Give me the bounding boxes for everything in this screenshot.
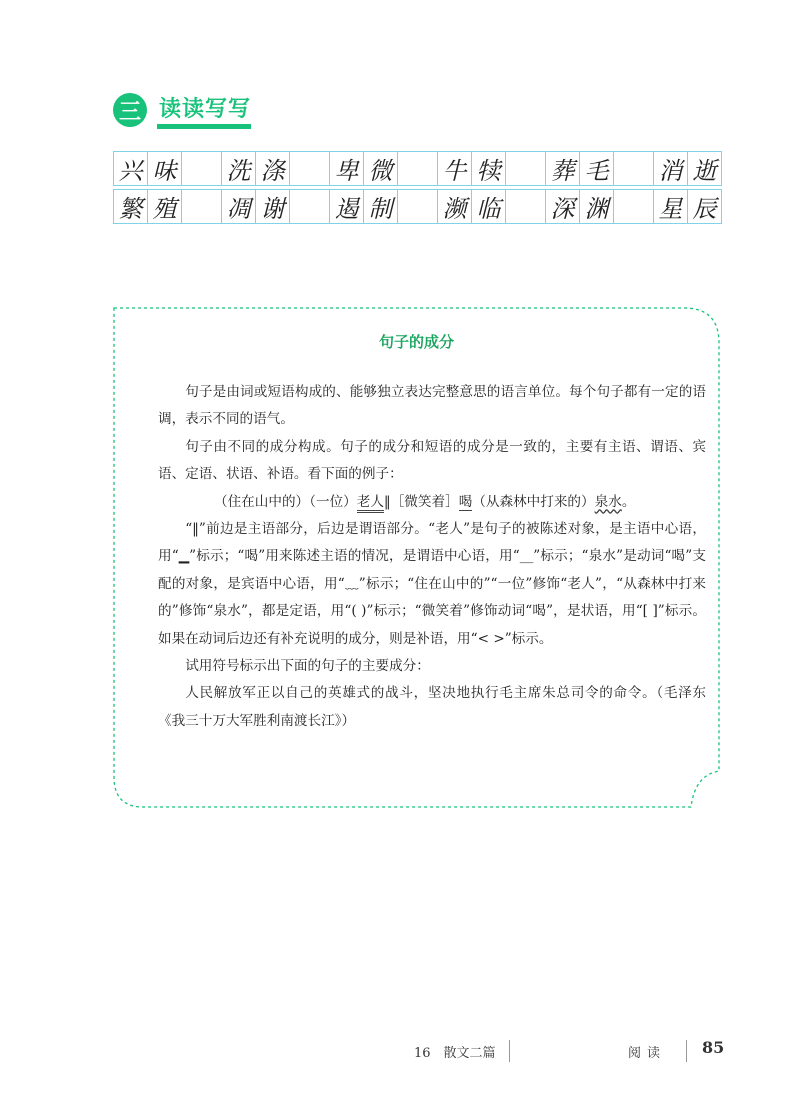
word-char-cell: 逝: [687, 151, 722, 186]
word-char-cell: 兴: [113, 151, 148, 186]
word-char-cell: 殖: [147, 189, 182, 224]
word-char-cell: 犊: [471, 151, 506, 186]
grid-gap: [182, 151, 221, 186]
grid-gap: [290, 189, 329, 224]
word-char-cell: 谢: [255, 189, 290, 224]
grid-gap: [398, 189, 437, 224]
page-number: 85: [702, 1038, 725, 1057]
word-char-cell: 洗: [221, 151, 256, 186]
section-header: [113, 93, 251, 127]
paragraph-exercise-prompt: 试用符号标示出下面的句子的主要成分：: [185, 658, 430, 675]
example-attributive-1: （住在山中的）（一位）: [214, 493, 357, 510]
section-title-underline: [157, 124, 251, 129]
word-char-cell: 渊: [579, 189, 614, 224]
word-char-cell: 葬: [545, 151, 580, 186]
knowledge-box: [113, 307, 720, 808]
word-char-cell: 毛: [579, 151, 614, 186]
word-char-cell: 遏: [329, 189, 364, 224]
example-verb: 喝: [458, 493, 473, 510]
paragraph-explanation: “‖”前边是主语部分，后边是谓语部分。“老人”是句子的被陈述对象，是主语中心语，用“▁”标示；“喝”用来陈述主语的情况，是谓语中心语，用“__”标示；“泉水”是动词“喝”支配的对象，是宾语中心语，用“﹏”标示；“住在山中的”“一位”修饰“老人”，“从森林中打来的”修饰“泉水”，都是定语，用“( )”标示；“微笑着”修饰动词“喝”，是状语，用“[ ]”标示。如果在动词后边还有补充说明的成分，则是补语，用“< >”标示。: [158, 521, 706, 647]
footer-divider: [509, 1040, 510, 1062]
grid-gap: [398, 151, 437, 186]
footer-chapter: 16 散文二篇: [414, 1046, 496, 1061]
example-adverbial: ‖［微笑着］: [383, 493, 459, 510]
example-attributive-2: （从森林中打来的）: [472, 493, 595, 510]
section-title: 读读写写: [159, 97, 252, 122]
example-end: 。: [621, 493, 636, 510]
knowledge-content: [158, 379, 706, 735]
example-object: 泉水: [594, 493, 622, 510]
example-subject: 老人: [357, 494, 384, 513]
section-title-wrap: [159, 96, 251, 124]
grid-gap: [614, 151, 653, 186]
paragraph-exercise-sentence: 人民解放军正以自己的英雄式的战斗，坚决地执行毛主席朱总司令的命令。（毛泽东《我三十万大军胜利南渡长江》）: [158, 685, 706, 729]
word-char-cell: 味: [147, 151, 182, 186]
word-char-cell: 辰: [687, 189, 722, 224]
word-char-cell: 涤: [255, 151, 290, 186]
word-char-cell: 濒: [437, 189, 472, 224]
word-char-cell: 牛: [437, 151, 472, 186]
example-sentence: [158, 489, 706, 516]
word-char-cell: 星: [653, 189, 688, 224]
word-char-cell: 微: [363, 151, 398, 186]
grid-gap: [614, 189, 653, 224]
word-char-cell: 凋: [221, 189, 256, 224]
grid-gap: [182, 189, 221, 224]
footer-divider: [686, 1040, 687, 1062]
word-char-cell: 消: [653, 151, 688, 186]
paragraph-components: 句子由不同的成分构成。句子的成分和短语的成分是一致的，主要有主语、谓语、宾语、定语、状语、补语。看下面的例子：: [158, 438, 706, 483]
grid-gap: [290, 151, 329, 186]
footer-unit: 阅读: [628, 1046, 667, 1061]
knowledge-box-title: 句子的成分: [378, 333, 454, 351]
word-char-cell: 制: [363, 189, 398, 224]
grid-gap: [506, 189, 545, 224]
section-number-badge: 三: [113, 93, 147, 127]
paragraph-definition: 句子是由词或短语构成的、能够独立表达完整意思的语言单位。每个句子都有一定的语调，表示不同的语气。: [158, 384, 706, 428]
word-char-cell: 繁: [113, 189, 148, 224]
word-char-cell: 卑: [329, 151, 364, 186]
word-char-cell: 临: [471, 189, 506, 224]
word-practice-grid: [113, 151, 721, 224]
grid-gap: [506, 151, 545, 186]
word-char-cell: 深: [545, 189, 580, 224]
